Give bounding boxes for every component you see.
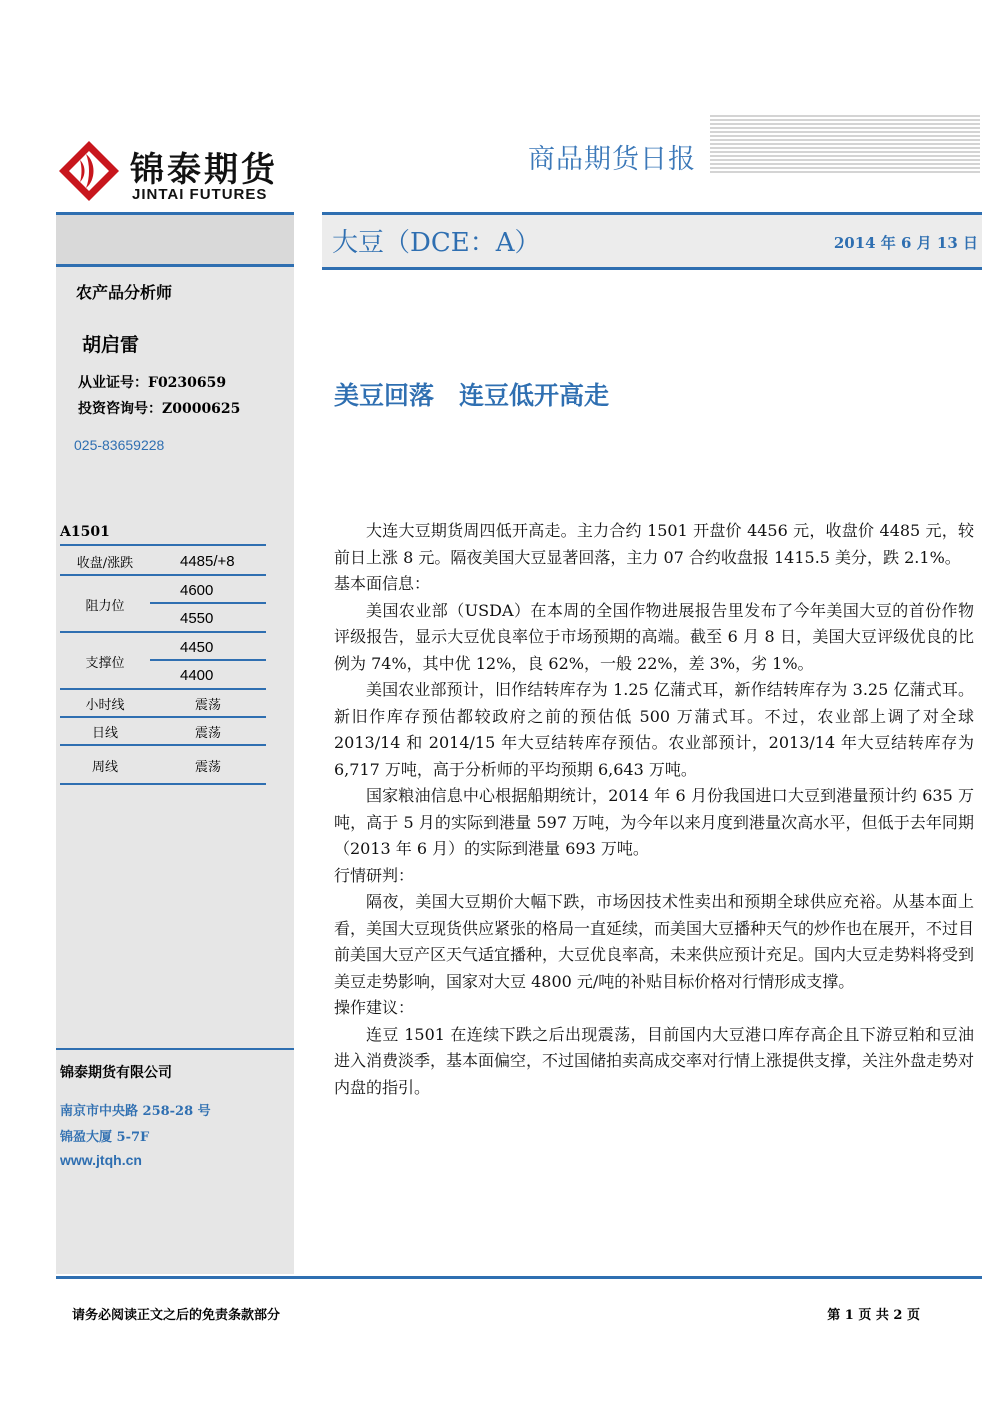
jintai-logo-icon (56, 138, 122, 204)
sidebar-header-band (56, 212, 294, 267)
license-number: 从业证号：F0230659 (78, 375, 227, 391)
daily-value: 震荡 (194, 725, 221, 741)
report-type-title: 商品期货日报 (528, 144, 696, 175)
disclaimer-note: 请务必阅读正文之后的免责条款部分 (72, 1308, 281, 1323)
support-value-2: 4400 (180, 666, 214, 684)
paragraph: 美国农业部（USDA）在本周的全国作物进展报告里发布了今年美国大豆的首份作物评级报告，显示大豆优良率位于市场预期的高端。截至 6 月 8 日，美国大豆评级优良的比例为 74%，其中优 12%，良 62%，一般 22%，差 3%，劣 1%。 (334, 600, 974, 673)
paragraph: 连豆 1501 在连续下跌之后出现震荡，目前国内大豆港口库存高企且下游豆粕和豆油进入消费淡季，基本面偏空，不过国储拍卖高成交率对行情上涨提供支撑，关注外盘走势对内盘的指引。 (334, 1024, 975, 1097)
table-row (60, 576, 266, 632)
contract-code: A1501 (60, 524, 110, 540)
company-address-2: 锦盈大厦 5-7F (60, 1130, 150, 1145)
close-value: 4485/+8 (180, 552, 235, 570)
paragraph: 美国农业部预计，旧作结转库存为 1.25 亿蒲式耳，新作结转库存为 3.25 亿蒲式耳。新旧作库存预估都较政府之前的预估低 500 万蒲式耳。不过，农业部上调了对全球 2013/14 和 2014/15 年大豆结转库存预估。农业部预计，2013/14 年大豆结转库存为 6,717 万吨，高于分析师的平均预期 6,643 万吨。 (334, 680, 974, 779)
logo-chinese-text: 锦泰期货 (130, 150, 278, 190)
table-row (60, 548, 266, 574)
support-values (150, 633, 266, 689)
support-value-1: 4450 (180, 638, 214, 656)
resistance-label: 阻力位 (85, 598, 125, 614)
hourly-label: 小时线 (85, 697, 125, 713)
logo-english-text: JINTAI FUTURES (132, 186, 268, 203)
paragraph: 隔夜，美国大豆期价大幅下跌，市场因技术性卖出和预期全球供应充裕。从基本面上看，美国大豆现货供应紧张的格局一直延续，而美国大豆播种天气的炒作也在展开，不过目前美国大豆产区天气适宜播种，大豆优良率高，未来供应预计充足。国内大豆走势料将受到美豆走势影响，国家对大豆 4800 元/吨的补贴目标价格对行情形成支撑。 (334, 892, 975, 991)
table-row (60, 750, 266, 780)
hourly-value: 震荡 (194, 697, 221, 713)
analyst-phone: 025-83659228 (74, 437, 165, 453)
footer-divider (56, 1276, 982, 1279)
table-row (60, 690, 266, 716)
advisory-number: 投资咨询号：Z0000625 (78, 401, 241, 417)
report-date: 2014 年 6 月 13 日 (833, 234, 978, 252)
company-website[interactable]: www.jtqh.cn (60, 1152, 142, 1168)
page-number: 第 1 页 共 2 页 (827, 1308, 920, 1323)
table-row (60, 718, 266, 744)
weekly-value: 震荡 (194, 759, 221, 775)
section-heading: 行情研判： (334, 865, 415, 885)
table-row (60, 633, 266, 689)
paragraph: 大连大豆期货周四低开高走。主力合约 1501 开盘价 4456 元，收盘价 4485 元，较前日上涨 8 元。隔夜美国大豆显著回落，主力 07 合约收盘报 1415.5 美分，跌 2.1%。 (334, 521, 974, 567)
resistance-values (150, 576, 266, 632)
section-heading: 操作建议： (334, 998, 415, 1017)
resistance-value-1: 4600 (180, 581, 214, 599)
article-headline: 美豆回落 连豆低开高走 (334, 381, 610, 410)
weekly-label: 周线 (91, 759, 118, 775)
support-label: 支撑位 (85, 655, 125, 671)
company-divider (56, 1048, 294, 1050)
paragraph: 国家粮油信息中心根据船期统计，2014 年 6 月份我国进口大豆到港量预计约 635 万吨，高于 5 月的实际到港量 597 万吨，为今年以来月度到港量次高水平，但低于去年同期（2013 年 6 月）的实际到港量 693 万吨。 (334, 786, 974, 858)
daily-label: 日线 (91, 725, 118, 741)
article-body (334, 518, 974, 1101)
section-heading: 基本面信息： (334, 574, 431, 593)
header-stripes (710, 115, 980, 175)
close-label: 收盘/涨跌 (76, 555, 134, 571)
company-address-1: 南京市中央路 258-28 号 (60, 1104, 211, 1119)
table-top-line (60, 544, 266, 546)
company-name: 锦泰期货有限公司 (60, 1065, 172, 1081)
row-divider (150, 602, 266, 604)
commodity-title: 大豆（DCE：A） (332, 228, 541, 258)
table-bottom-line (60, 783, 266, 785)
row-divider (150, 659, 266, 661)
analyst-name: 胡启雷 (82, 334, 140, 356)
company-logo (56, 138, 306, 208)
analyst-department: 农产品分析师 (76, 283, 173, 302)
resistance-value-2: 4550 (180, 609, 214, 627)
row-divider (60, 744, 266, 746)
